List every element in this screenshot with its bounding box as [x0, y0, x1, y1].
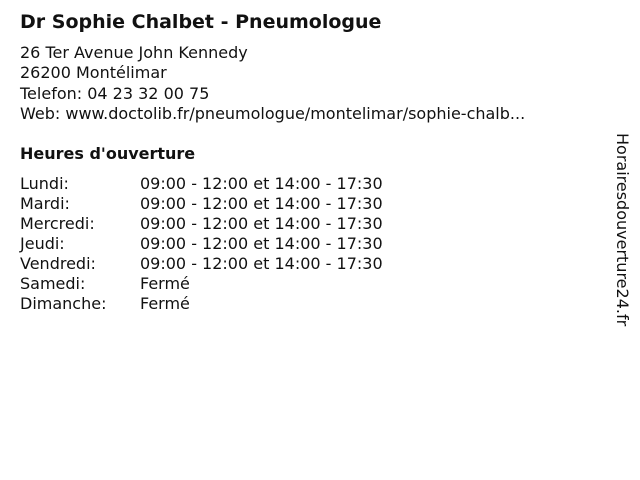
time-value: 09:00 - 12:00 et 14:00 - 17:30	[140, 194, 383, 213]
address-street: 26 Ter Avenue John Kennedy	[20, 43, 248, 62]
phone-number: Telefon: 04 23 32 00 75	[20, 83, 210, 103]
day-label: Vendredi:	[20, 254, 96, 273]
day-label: Mercredi:	[20, 214, 95, 233]
page-title: Dr Sophie Chalbet - Pneumologue	[20, 11, 382, 33]
address-city: 26200 Montélimar	[20, 63, 167, 83]
day-label: Samedi:	[20, 274, 86, 293]
day-label: Mardi:	[20, 194, 70, 213]
day-label: Lundi:	[20, 174, 69, 193]
site-watermark: Horairesdouverture24.fr	[613, 133, 632, 327]
time-value: Fermé	[140, 274, 190, 293]
website-link[interactable]: Web: www.doctolib.fr/pneumologue/montelimar/sophie-chalb...	[20, 103, 526, 123]
time-value: 09:00 - 12:00 et 14:00 - 17:30	[140, 254, 383, 273]
time-value: Fermé	[140, 294, 190, 313]
contact-info	[20, 43, 525, 124]
time-value: 09:00 - 12:00 et 14:00 - 17:30	[140, 174, 383, 193]
time-value: 09:00 - 12:00 et 14:00 - 17:30	[140, 214, 383, 233]
time-value: 09:00 - 12:00 et 14:00 - 17:30	[140, 234, 383, 253]
hours-heading: Heures d'ouverture	[20, 144, 196, 163]
day-label: Dimanche:	[20, 294, 107, 313]
day-label: Jeudi:	[20, 234, 65, 253]
